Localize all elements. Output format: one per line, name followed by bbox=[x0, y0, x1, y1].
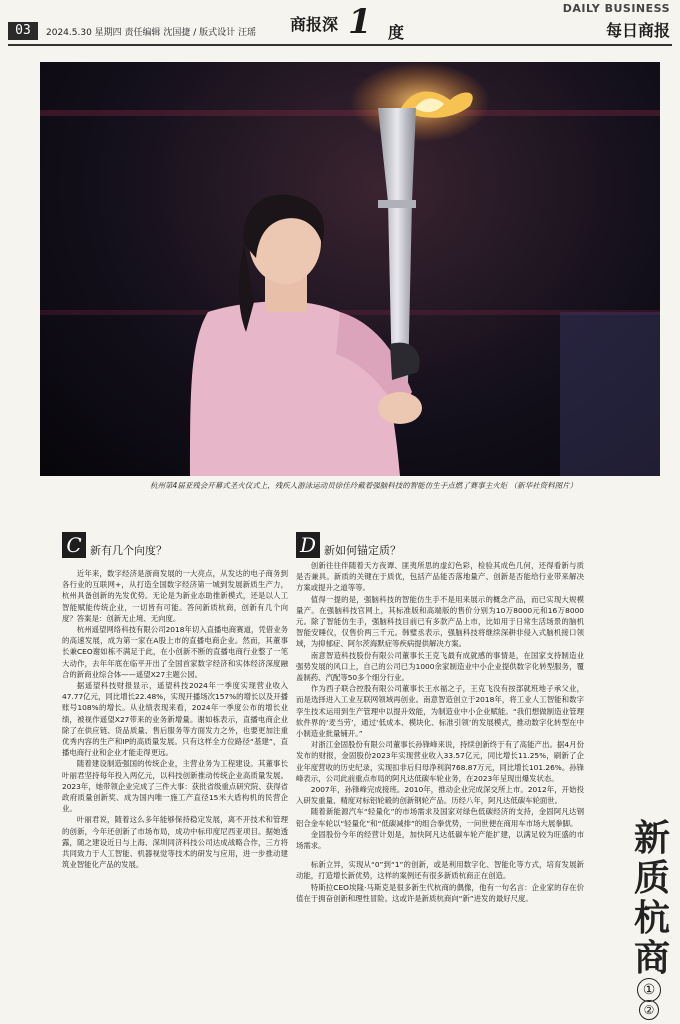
series-vertical-title bbox=[630, 818, 674, 978]
left-paragraph: 随着建设制造强国的传统企业，主营业务为工程建设。其董事长叶丽君坚持每年投入两亿元，以科技创新推动传统企业高质量发展。2023年，她带领企业完成了三件大事：获批省级重点研究院、获得省政府质量创新奖、成为国内唯一施工产直径15米大盾构机的民营企业。 bbox=[62, 759, 288, 814]
photo-credit: （新华社资料图片） bbox=[509, 481, 578, 490]
left-paragraph: 据遥望科技财报显示，遥望科技2024年一季度实现营业收入47.77亿元，同比增长22.48%，实现开播场次157%的增长以及开播账号108%的增长。从业绩表现来看，2024年一季度公布的增长业绩，被视作遥望X27带来的业务新增量。谢如栋表示，直播电商企业除了在供应链、货品质量、售后服务等方面发力之外，也要更加注重优秀内容的生产和IP的高质量发展。只有这样全方位路径“基建”，直播电商行业和企业才能走得更远。 bbox=[62, 681, 288, 758]
series-mark-two: ② bbox=[639, 1000, 659, 1020]
right-drop-cap: D bbox=[296, 532, 320, 558]
right-column-title: 新如何锚定质？ bbox=[324, 544, 401, 557]
left-column-title: 新有几个向度？ bbox=[90, 544, 167, 557]
photo-caption-text: 杭州第4届亚残会开幕式圣火仪式上，残疾人游泳运动员徐佳玲戴着强脑科技的智能仿生手点燃了赛事主火炬 bbox=[150, 481, 508, 490]
right-paragraph: 作为西子联合控股有限公司董事长王水福之子，王克飞没有按部就班地子承父业，而是选择进入工业互联网领域再创业。南意智造创立于2018年，将工业人工智能和数字孪生技术运用到生产管理中以提升效能，为制造业中小企业赋能。“我们想做制造业管理软件界的‘麦当劳’，通过‘低成本、模块化、标准引领’的发展模式，推动数字化转型在中小制造业批量铺开。” bbox=[296, 684, 584, 739]
torch-bearer-illustration bbox=[40, 62, 660, 476]
series-title-char: 商 bbox=[633, 937, 670, 979]
section-title bbox=[290, 2, 420, 46]
right-paragraph: 随着新能源汽车“轻量化”的市场需求及国家对绿色低碳经济的支持，金固阿凡达钢铝合金车轮以“轻量化”和“低碳减排”的组合拳优势，一问世便在商用车市场大展拳脚。 bbox=[296, 807, 584, 828]
left-column-heading bbox=[62, 532, 282, 560]
brand-english: DAILY BUSINESS bbox=[562, 2, 670, 15]
left-paragraph: 杭州遥望网络科技有限公司2018年切入直播电商赛道，凭借业务的高速发展，成为第一家在A股上市的直播电商企业。然而，其董事长兼CEO谢如栋不满足于此，在小创新不断的直播电商行业整了一笔大动作，去年年底在临平开出了全国首家数字经济和实体经济深度融合的新商业综合体——遥望X27主题公园。 bbox=[62, 625, 288, 679]
right-paragraph: 值得一提的是，强脑科技的智能仿生手不是用来展示的概念产品，而已实现大规模量产。在强脑科技官网上，其标准版和高端版的售价分别为10万8000元和16万8000元。除了智能仿生手，强脑科技目前已有多款产品上市，比如用于日常生活场景的脑机智能安睡仪，仅售价两三千元。韩璧丞表示，强脑科技将继续深耕非侵入式脑机接口领域，为抑郁症、阿尔茨海默症等疾病提供解决方案。 bbox=[296, 594, 584, 649]
right-paragraph: 创新往往伴随着天方夜谭、匪夷所思的虚幻色彩，检验其成色几何，还得看新与质是否兼具。新质的关键在于质优，包括产品能否落地量产、创新是否能给行业带来解决方案或提升之道等等。 bbox=[296, 561, 584, 593]
page-header bbox=[0, 0, 680, 46]
series-title-char: 杭 bbox=[633, 897, 670, 939]
photo-caption bbox=[150, 480, 670, 491]
section-title-left: 商报深 bbox=[290, 15, 339, 34]
issue-meta: 2024.5.30 星期四 责任编辑 沈国捷 / 版式设计 汪瑶 bbox=[46, 28, 257, 38]
header-rule bbox=[8, 44, 672, 46]
right-paragraph: 2007年，孙锋峰完成接班。2010年，推动企业完成深交所上市。2012年，开始投入研发重量、精度对标铝轮毂的创新钢轮产品。历经八年，阿凡达低碳车轮面世。 bbox=[296, 785, 584, 806]
right-column-body bbox=[296, 560, 584, 904]
brand-chinese: 每日商报 bbox=[605, 21, 670, 40]
section-title-number: 1 bbox=[348, 2, 372, 42]
torch-photo bbox=[40, 62, 660, 476]
right-column-heading bbox=[296, 532, 516, 560]
left-paragraph: 近年来，数字经济是浙商发展的一大亮点，从发达的电子商务到各行业的互联网+，从打造全国数字经济第一城到发展新质生产力，杭州具备创新的先发优势。无论是为新业态助推新模式，还是以人工智能赋能传统企业，一切皆有可能。答问新质杭商，创新有几个向度？答案是：创新无止境、无向度。 bbox=[62, 569, 288, 623]
left-column-body bbox=[62, 568, 288, 870]
right-paragraph: 特斯拉CEO埃隆·马斯克是很多新生代杭商的偶像，他有一句名言：企业家的存在价值在于拥奋创新和理性冒险。这或许是新质杭商向“新”进发的最好尺度。 bbox=[296, 882, 584, 903]
section-title-right: 度 bbox=[388, 23, 405, 42]
left-paragraph: 叶丽君说，随着这么多年能够保持稳定发展，离不开技术和管理的创新，今年还创新了市场布局，成功中标印度尼西亚项目。据她透露，随之建设近日与上海、深圳同济科技公司达成战略合作，三方将共同致力于人工智能、机器视觉等技术的研发与应用，进一步推动建筑业智能化产品的发展。 bbox=[62, 815, 288, 870]
right-paragraph: 金固股份今年的经营计划是，加快阿凡达低碳车轮产能扩建，以满足较为旺盛的市场需求。 bbox=[296, 829, 584, 851]
series-title-char: 质 bbox=[633, 857, 670, 899]
left-drop-cap: C bbox=[62, 532, 86, 558]
right-paragraph: 标新立异，实现从“0”到“1”的创新，或是利用数字化、智能化等方式，培育发展新动能，打造增长新优势，这样的案例还有很多新质杭商正在创造。 bbox=[296, 860, 584, 881]
page-number: 03 bbox=[8, 22, 38, 40]
right-paragraph: 南意智造科技股份有限公司董事长王克飞最有成就感的事情是，在国家支持制造业强势发展的风口上，自己的公司已为1000余家制造业中小企业提供数字化转型服务，覆盖制药、汽配等50多个细分行业。 bbox=[296, 650, 584, 683]
series-title-char: 新 bbox=[633, 817, 670, 859]
right-paragraph: 对浙江金固股份有限公司董事长孙锋峰来说，持续创新终于有了高能产出。据4月份发布的财报，金固股份2023年实现营业收入33.57亿元，同比增长11.25%，刷新了企业年度营收的历史纪录，实现扣非后归母净利润768.87万元，同比增长101.26%。孙锋峰表示，公司此前重点布局的阿凡达低碳车轮业务，在2023年呈现出爆发状态。 bbox=[296, 740, 584, 783]
series-mark-one: ① bbox=[637, 978, 661, 1002]
